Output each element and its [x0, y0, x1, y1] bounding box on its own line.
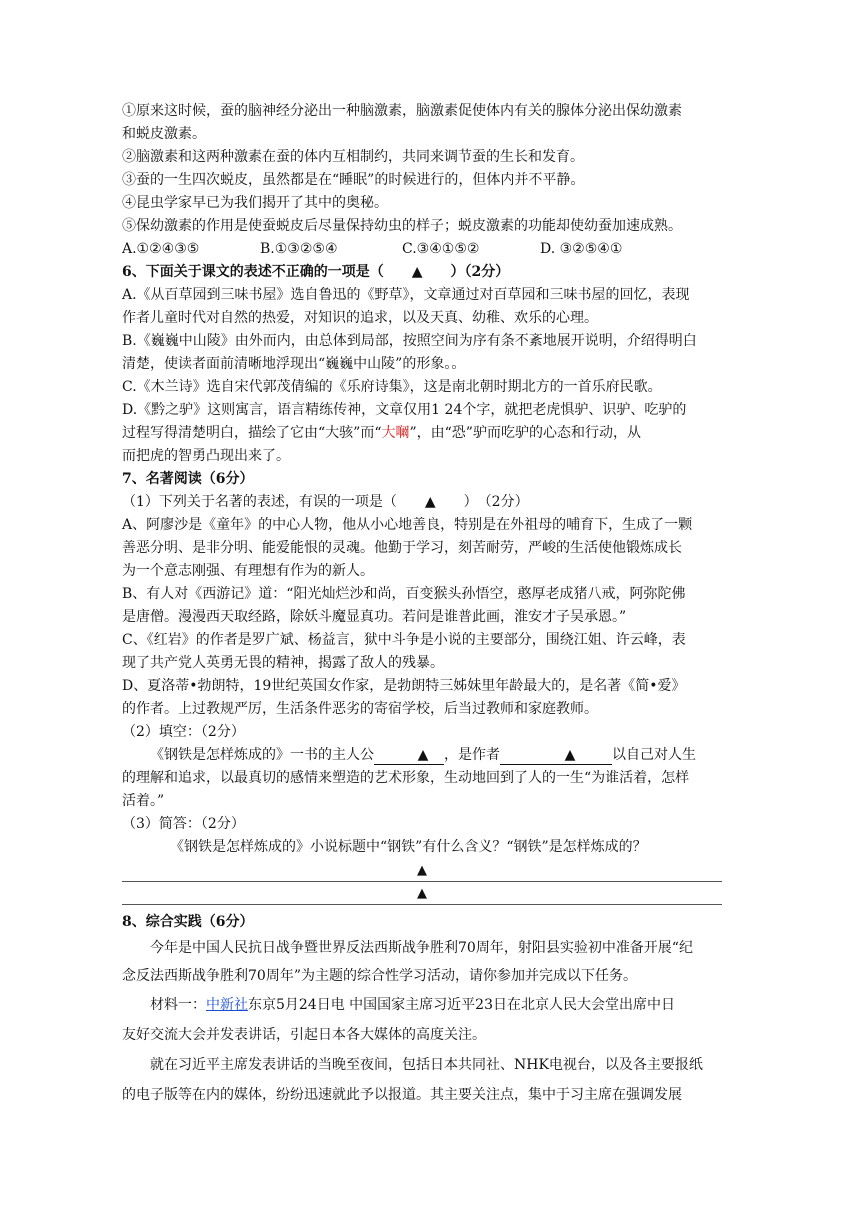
material-1-para2-line2: 的电子版等在内的媒体，纷纷迅速就此予以报道。其主要关注点，集中于习主席在强调发展 — [122, 1087, 682, 1103]
q7-sub1: （1）下列关于名著的表述，有误的一项是（ ▲ ） （2分） — [122, 494, 529, 510]
sequence-item-4: ④昆虫学家早已为我们揭开了其中的奥秘。 — [122, 195, 388, 211]
q7-option-d-line1: D、夏洛蒂•勃朗特，19世纪英国女作家，是勃朗特三姊妹里年龄最大的，是名著《简•爱》 — [122, 678, 686, 694]
q5-option-c: C.③④①⑤② — [402, 241, 480, 257]
fill-text-post: 以自己对人生 — [612, 747, 696, 763]
answer-line-1[interactable]: ▲ — [122, 859, 722, 882]
sequence-item-2: ②脑激素和这两种激素在蚕的体内互相制约，共同来调节蚕的生长和发育。 — [122, 149, 584, 165]
q6-option-c-line1: C.《木兰诗》选自宋代郭茂倩编的《乐府诗集》，这是南北朝时期北方的一首乐府民歌。 — [122, 379, 662, 395]
q5-option-a: A.①②④③⑤ — [122, 241, 200, 257]
q6-stem: 6、下面关于课文的表述不正确的一项是（ ▲ ）（2分） — [122, 264, 510, 280]
q7-option-b-line1: B、有人对《西游记》道：“阳光灿烂沙和尚，百变猴头孙悟空，憨厚老成猪八戒，阿弥陀佛 — [122, 586, 686, 602]
q7-sub2: （2）填空：（2分） — [122, 724, 245, 740]
q8-intro-line1: 今年是中国人民抗日战争暨世界反法西斯战争胜利70周年，射阳县实验初中准备开展“纪 — [150, 940, 693, 956]
q6-option-d-line1: D.《黔之驴》这则寓言，语言精练传神，文章仅用1 24个字，就把老虎惧驴、识驴、吃驴的 — [122, 402, 687, 418]
q6-option-a-line1: A.《从百草园到三味书屋》选自鲁迅的《野草》，文章通过对百草园和三味书屋的回忆，表现 — [122, 287, 690, 303]
q6-option-a-line2: 作者儿童时代对自然的热爱，对知识的追求，以及天真、幼稚、欢乐的心理。 — [122, 310, 598, 326]
q6-option-b-line2: 清楚，使读者面前清晰地浮现出“巍巍中山陵”的形象。。 — [122, 356, 466, 372]
exam-page — [122, 100, 742, 1110]
q7-fill-line1 — [122, 744, 742, 767]
q6-option-d-line2 — [122, 422, 742, 445]
q7-title: 7、名著阅读（6分） — [122, 471, 254, 487]
q7-option-c-line1: C、《红岩》的作者是罗广斌、杨益言，狱中斗争是小说的主要部分，围绕江姐、许云峰，表 — [122, 632, 686, 648]
q8-title: 8、综合实践（6分） — [122, 914, 254, 930]
sequence-item-5: ⑤保幼激素的作用是使蚕蜕皮后尽量保持幼虫的样子；蜕皮激素的功能却使幼蚕加速成熟。 — [122, 218, 682, 234]
answer-line-2[interactable]: ▲ — [122, 882, 722, 905]
q6-d-highlight: 大㘎 — [381, 425, 410, 441]
fill-text-mid: ，是作者 — [444, 747, 500, 763]
q5-option-d: D. ③②⑤④① — [540, 241, 623, 257]
q6-option-d-line3: 而把虎的智勇凸现出来了。 — [122, 448, 290, 464]
q7-option-a-line1: A、阿廖沙是《童年》的中心人物，他从小心地善良，特别是在外祖母的哺育下，生成了一颗 — [122, 517, 693, 533]
q7-option-c-line2: 现了共产党人英勇无畏的精神，揭露了敌人的残暴。 — [122, 655, 444, 671]
q7-fill-line3: 活着。” — [122, 793, 165, 809]
material-1-source-link[interactable]: 中新社 — [206, 997, 248, 1013]
q5-options — [122, 238, 742, 261]
q7-option-a-line3: 为一个意志刚强、有理想有作为的新人。 — [122, 563, 374, 579]
q6-option-b-line1: B.《巍巍中山陵》由外而内，由总体到局部，按照空间为序有条不紊地展开说明，介绍得明白 — [122, 333, 697, 349]
q7-fill-line2: 的理解和追求，以最真切的感情来塑造的艺术形象，生动地回到了人的一生“为谁活着，怎样 — [122, 770, 690, 786]
material-1-label: 材料一： — [150, 997, 206, 1013]
material-1-text: 东京5月24日电 中国国家主席习近平23日在北京人民大会堂出席中日 — [248, 997, 675, 1013]
q7-option-b-line2: 是唐僧。漫漫西天取经路，除妖斗魔显真功。若问是谁普此画，淮安才子吴承恩。” — [122, 609, 627, 625]
material-1-line1 — [122, 990, 742, 1020]
q7-sub3: （3）简答：（2分） — [122, 816, 245, 832]
material-1-para2-line1: 就在习近平主席发表讲话的当晚至夜间，包括日本共同社、NHK电视台，以及各主要报纸 — [150, 1057, 703, 1073]
q6-d-text-post: ”，由“恐”驴而吃驴的心态和行动，从 — [409, 425, 641, 441]
fill-blank-author[interactable]: ▲ — [500, 746, 612, 765]
q7-option-a-line2: 善恶分明、是非分明、能爱能恨的灵魂。他勤于学习，刻苦耐劳，严峻的生活使他锻炼成长 — [122, 540, 682, 556]
q5-option-b: B.①③②⑤④ — [260, 241, 338, 257]
q8-intro-line2: 念反法西斯战争胜利70周年”为主题的综合性学习活动，请你参加并完成以下任务。 — [122, 968, 637, 984]
fill-text-pre: 《钢铁是怎样炼成的》一书的主人公 — [150, 747, 374, 763]
sequence-item-1: ①原来这时候，蚕的脑神经分泌出一种脑激素，脑激素促使体内有关的腺体分泌出保幼激素 — [122, 103, 682, 119]
fill-blank-protagonist[interactable]: ▲ — [374, 746, 444, 765]
sequence-item-1-cont: 和蜕皮激素。 — [122, 126, 206, 142]
q6-d-text-pre: 过程写得清楚明白，描绘了它由“大骇”而“ — [122, 425, 382, 441]
sequence-item-3: ③蚕的一生四次蜕皮，虽然都是在“睡眠”的时候进行的，但体内并不平静。 — [122, 172, 585, 188]
q7-option-d-line2: 的作者。上过教规严厉，生活条件恶劣的寄宿学校，后当过教师和家庭教师。 — [122, 701, 598, 717]
q7-short-answer-question: 《钢铁是怎样炼成的》小说标题中“钢铁”有什么含义？“钢铁”是怎样炼成的？ — [170, 839, 647, 855]
material-1-line2: 友好交流大会并发表讲话，引起日本各大媒体的高度关注。 — [122, 1027, 486, 1043]
